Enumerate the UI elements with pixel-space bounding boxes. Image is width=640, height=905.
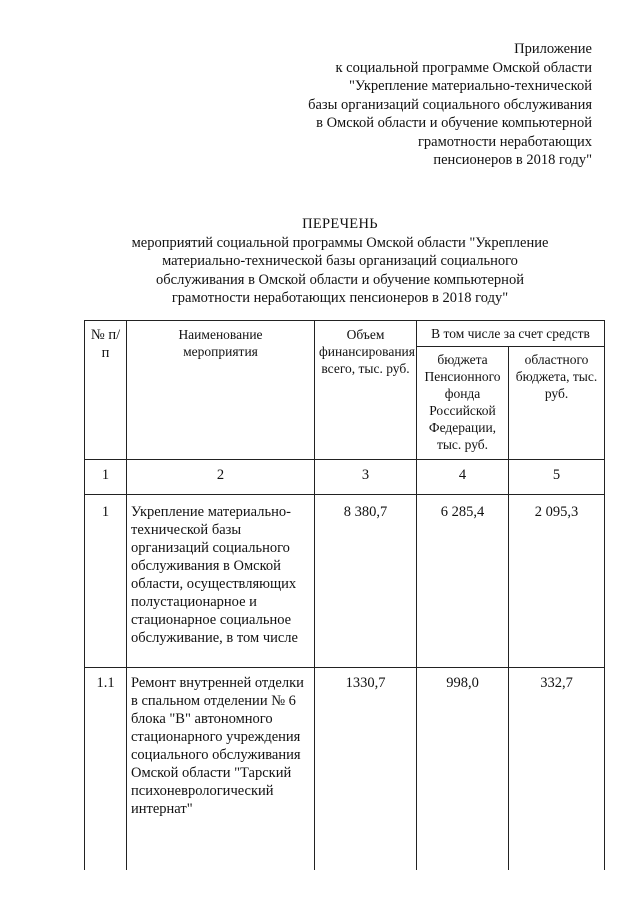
row-number: 1.1 [85, 668, 127, 871]
column-number: 3 [315, 460, 417, 495]
row-total: 8 380,7 [315, 495, 417, 668]
appendix-line: в Омской области и обучение компьютерной [316, 115, 592, 131]
row-pension-fund: 6 285,4 [417, 495, 509, 668]
row-name: Ремонт внутренней отделки в спальном отделении № 6 блока "В" автономного стационарного учреждения социального обслуживания Омской области "Тарский психоневрологический интернат" [127, 668, 315, 871]
row-regional: 332,7 [509, 668, 605, 871]
row-total: 1330,7 [315, 668, 417, 871]
appendix-line: базы организаций социального обслуживания [308, 96, 592, 113]
appendix-line: Приложение [514, 41, 592, 57]
table-row [85, 495, 605, 668]
column-number: 4 [417, 460, 509, 495]
header-regional: областного бюджета, тыс. руб. [509, 347, 605, 460]
appendix-line: пенсионеров в 2018 году" [433, 152, 592, 168]
table-row [85, 668, 605, 871]
header-volume: Объем финансирования всего, тыс. руб. [315, 321, 417, 460]
heading-line: материально-технической базы организаций социального [162, 253, 518, 269]
row-pension-fund: 998,0 [417, 668, 509, 871]
row-regional: 2 095,3 [509, 495, 605, 668]
column-numbers-row [85, 460, 605, 495]
header-name: Наименование мероприятия [127, 321, 315, 460]
appendix-note [262, 40, 592, 170]
appendix-line: грамотности неработающих [417, 133, 592, 150]
header-pension-fund: бюджета Пенсионного фонда Российской Федерации, тыс. руб. [417, 347, 509, 460]
heading-line: грамотности неработающих пенсионеров в 2018 году" [171, 290, 509, 306]
row-name: Укрепление материально-технической базы организаций социального обслуживания в Омской области, осуществляющих полустационарное и стационарное социальное обслуживание, в том числе [127, 495, 315, 668]
header-including: В том числе за счет средств [417, 321, 605, 347]
heading-line: обслуживания в Омской области и обучение компьютерной [156, 271, 524, 288]
document-title: ПЕРЕЧЕНЬ [302, 216, 378, 232]
appendix-line: к социальной программе Омской области [335, 59, 592, 76]
column-number: 1 [85, 460, 127, 495]
column-number: 5 [509, 460, 605, 495]
appendix-line: "Укрепление материально-технической [348, 78, 592, 94]
table-header-row [85, 321, 605, 347]
column-number: 2 [127, 460, 315, 495]
row-number: 1 [85, 495, 127, 668]
measures-table [84, 320, 605, 870]
header-number: № п/п [85, 321, 127, 460]
heading-line: мероприятий социальной программы Омской области "Укрепление [131, 234, 549, 251]
document-heading [95, 215, 585, 308]
